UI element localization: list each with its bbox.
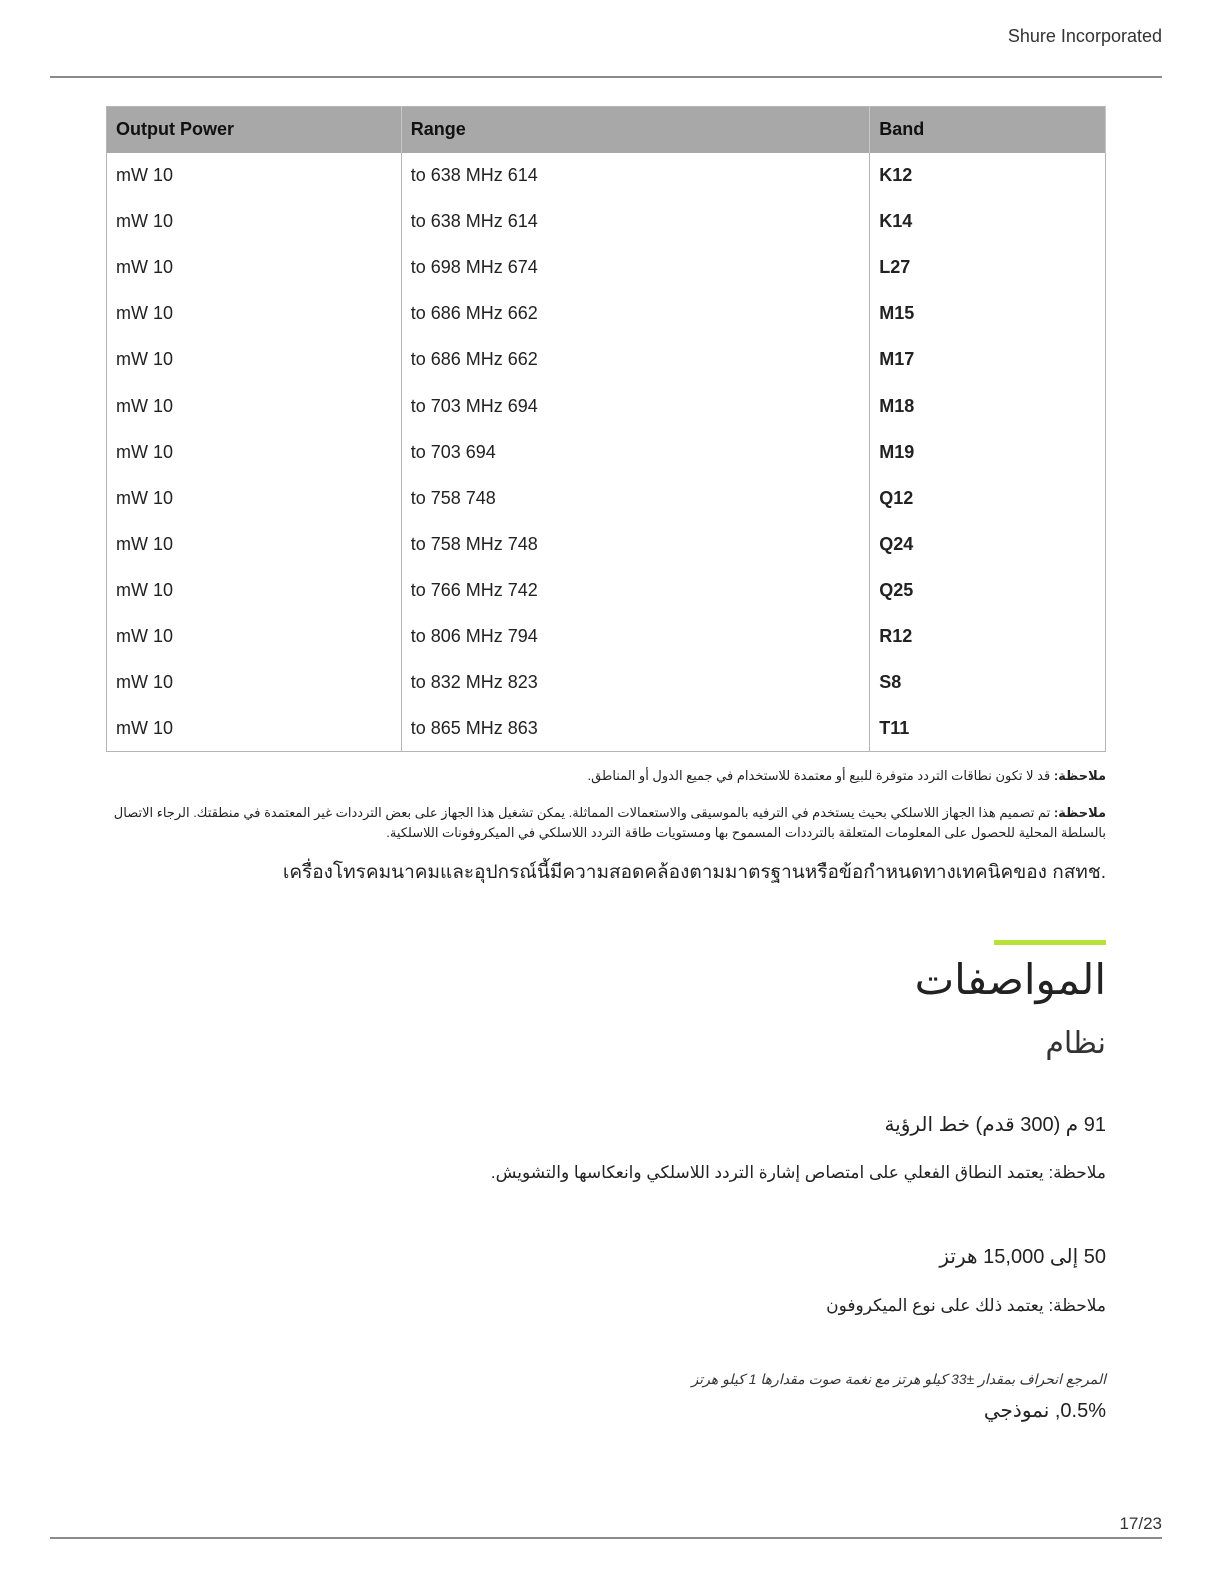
range-note: ملاحظة: يعتمد النطاق الفعلي على امتصاص إشارة التردد اللاسلكي وانعكاسها والتشويش. bbox=[490, 1163, 1106, 1182]
band-cell: M15 bbox=[870, 291, 1106, 337]
note-text: تم تصميم هذا الجهاز اللاسلكي بحيث يستخدم في الترفيه بالموسيقى والاستعمالات المماثلة. يمكن تشغيل هذا الجهاز على بعض الترددات غير المعتمدة في منطقتك. الرجاء الاتصال بالسلطة المحلية للحصول على المعلومات المتعلقة بالترددات المسموح بها ومستويات طاقة التردد اللاسلكي في الميكروفونات اللاسلكية. bbox=[113, 805, 1106, 840]
range-cell: to 686 MHz 662 bbox=[401, 337, 869, 383]
output-power-cell: mW 10 bbox=[107, 567, 402, 613]
table-row bbox=[107, 613, 1106, 659]
band-cell: Q25 bbox=[870, 567, 1106, 613]
band-cell: M17 bbox=[870, 337, 1106, 383]
output-power-cell: mW 10 bbox=[107, 613, 402, 659]
table-row bbox=[107, 153, 1106, 199]
frequency-band-table bbox=[106, 106, 1106, 752]
output-power-cell: mW 10 bbox=[107, 199, 402, 245]
table-row bbox=[107, 567, 1106, 613]
table-row bbox=[107, 660, 1106, 706]
range-value: 91 م (300 قدم) خط الرؤية bbox=[884, 1114, 1106, 1136]
availability-note bbox=[106, 766, 1106, 786]
table-row bbox=[107, 337, 1106, 383]
footer-divider bbox=[50, 1537, 1162, 1539]
band-cell: K14 bbox=[870, 199, 1106, 245]
column-header-output-power: Output Power bbox=[107, 107, 402, 153]
range-cell: to 758 MHz 748 bbox=[401, 521, 869, 567]
table-row bbox=[107, 245, 1106, 291]
range-cell: to 806 MHz 794 bbox=[401, 613, 869, 659]
note-label: ملاحظة: bbox=[1053, 805, 1106, 820]
range-cell: to 766 MHz 742 bbox=[401, 567, 869, 613]
table-row bbox=[107, 521, 1106, 567]
note-text: قد لا تكون نطاقات التردد متوفرة للبيع أو معتمدة للاستخدام في جميع الدول أو المناطق. bbox=[587, 768, 1051, 783]
band-cell: M18 bbox=[870, 383, 1106, 429]
output-power-cell: mW 10 bbox=[107, 475, 402, 521]
band-cell: Q24 bbox=[870, 521, 1106, 567]
output-power-cell: mW 10 bbox=[107, 383, 402, 429]
range-cell: to 703 MHz 694 bbox=[401, 383, 869, 429]
thd-value: 0.5%, نموذجي bbox=[983, 1400, 1106, 1422]
output-power-cell: mW 10 bbox=[107, 706, 402, 752]
table-header-row bbox=[107, 107, 1106, 153]
table-row bbox=[107, 475, 1106, 521]
output-power-cell: mW 10 bbox=[107, 153, 402, 199]
band-cell: S8 bbox=[870, 660, 1106, 706]
range-cell: to 865 MHz 863 bbox=[401, 706, 869, 752]
band-cell: Q12 bbox=[870, 475, 1106, 521]
output-power-cell: mW 10 bbox=[107, 660, 402, 706]
band-cell: M19 bbox=[870, 429, 1106, 475]
section-subtitle: نظام bbox=[1045, 1027, 1106, 1060]
band-cell: L27 bbox=[870, 245, 1106, 291]
band-cell: K12 bbox=[870, 153, 1106, 199]
output-power-cell: mW 10 bbox=[107, 521, 402, 567]
range-cell: to 686 MHz 662 bbox=[401, 291, 869, 337]
column-header-range: Range bbox=[401, 107, 869, 153]
output-power-cell: mW 10 bbox=[107, 429, 402, 475]
table-row bbox=[107, 429, 1106, 475]
output-power-cell: mW 10 bbox=[107, 291, 402, 337]
section-title: المواصفات bbox=[914, 956, 1106, 1003]
table-row bbox=[107, 291, 1106, 337]
range-cell: to 832 MHz 823 bbox=[401, 660, 869, 706]
thai-compliance-statement: เครื่องโทรคมนาคมและอุปกรณ์นี้มีความสอดคล้องตามมาตรฐานหรือข้อกำหนดทางเทคนิคของ กสทช. bbox=[282, 862, 1106, 883]
page-number: 17/23 bbox=[1119, 1514, 1162, 1533]
range-cell: to 758 748 bbox=[401, 475, 869, 521]
table-row bbox=[107, 199, 1106, 245]
header-divider bbox=[50, 76, 1162, 78]
range-cell: to 638 MHz 614 bbox=[401, 153, 869, 199]
table-row bbox=[107, 383, 1106, 429]
output-power-cell: mW 10 bbox=[107, 337, 402, 383]
table-row bbox=[107, 706, 1106, 752]
note-label: ملاحظة: bbox=[1053, 768, 1106, 783]
band-cell: T11 bbox=[870, 706, 1106, 752]
band-cell: R12 bbox=[870, 613, 1106, 659]
frequency-response-value: 50 إلى 15,000 هرتز bbox=[939, 1246, 1106, 1268]
range-cell: to 638 MHz 614 bbox=[401, 199, 869, 245]
section-accent-bar bbox=[994, 940, 1106, 945]
regulatory-note bbox=[106, 803, 1106, 843]
company-name: Shure Incorporated bbox=[1007, 26, 1162, 46]
output-power-cell: mW 10 bbox=[107, 245, 402, 291]
frequency-response-note: ملاحظة: يعتمد ذلك على نوع الميكروفون bbox=[826, 1296, 1106, 1315]
column-header-band: Band bbox=[870, 107, 1106, 153]
range-cell: to 703 694 bbox=[401, 429, 869, 475]
thd-reference: المرجع انحراف بمقدار ±33 كيلو هرتز مع نغمة صوت مقدارها 1 كيلو هرتز bbox=[691, 1371, 1106, 1387]
range-cell: to 698 MHz 674 bbox=[401, 245, 869, 291]
